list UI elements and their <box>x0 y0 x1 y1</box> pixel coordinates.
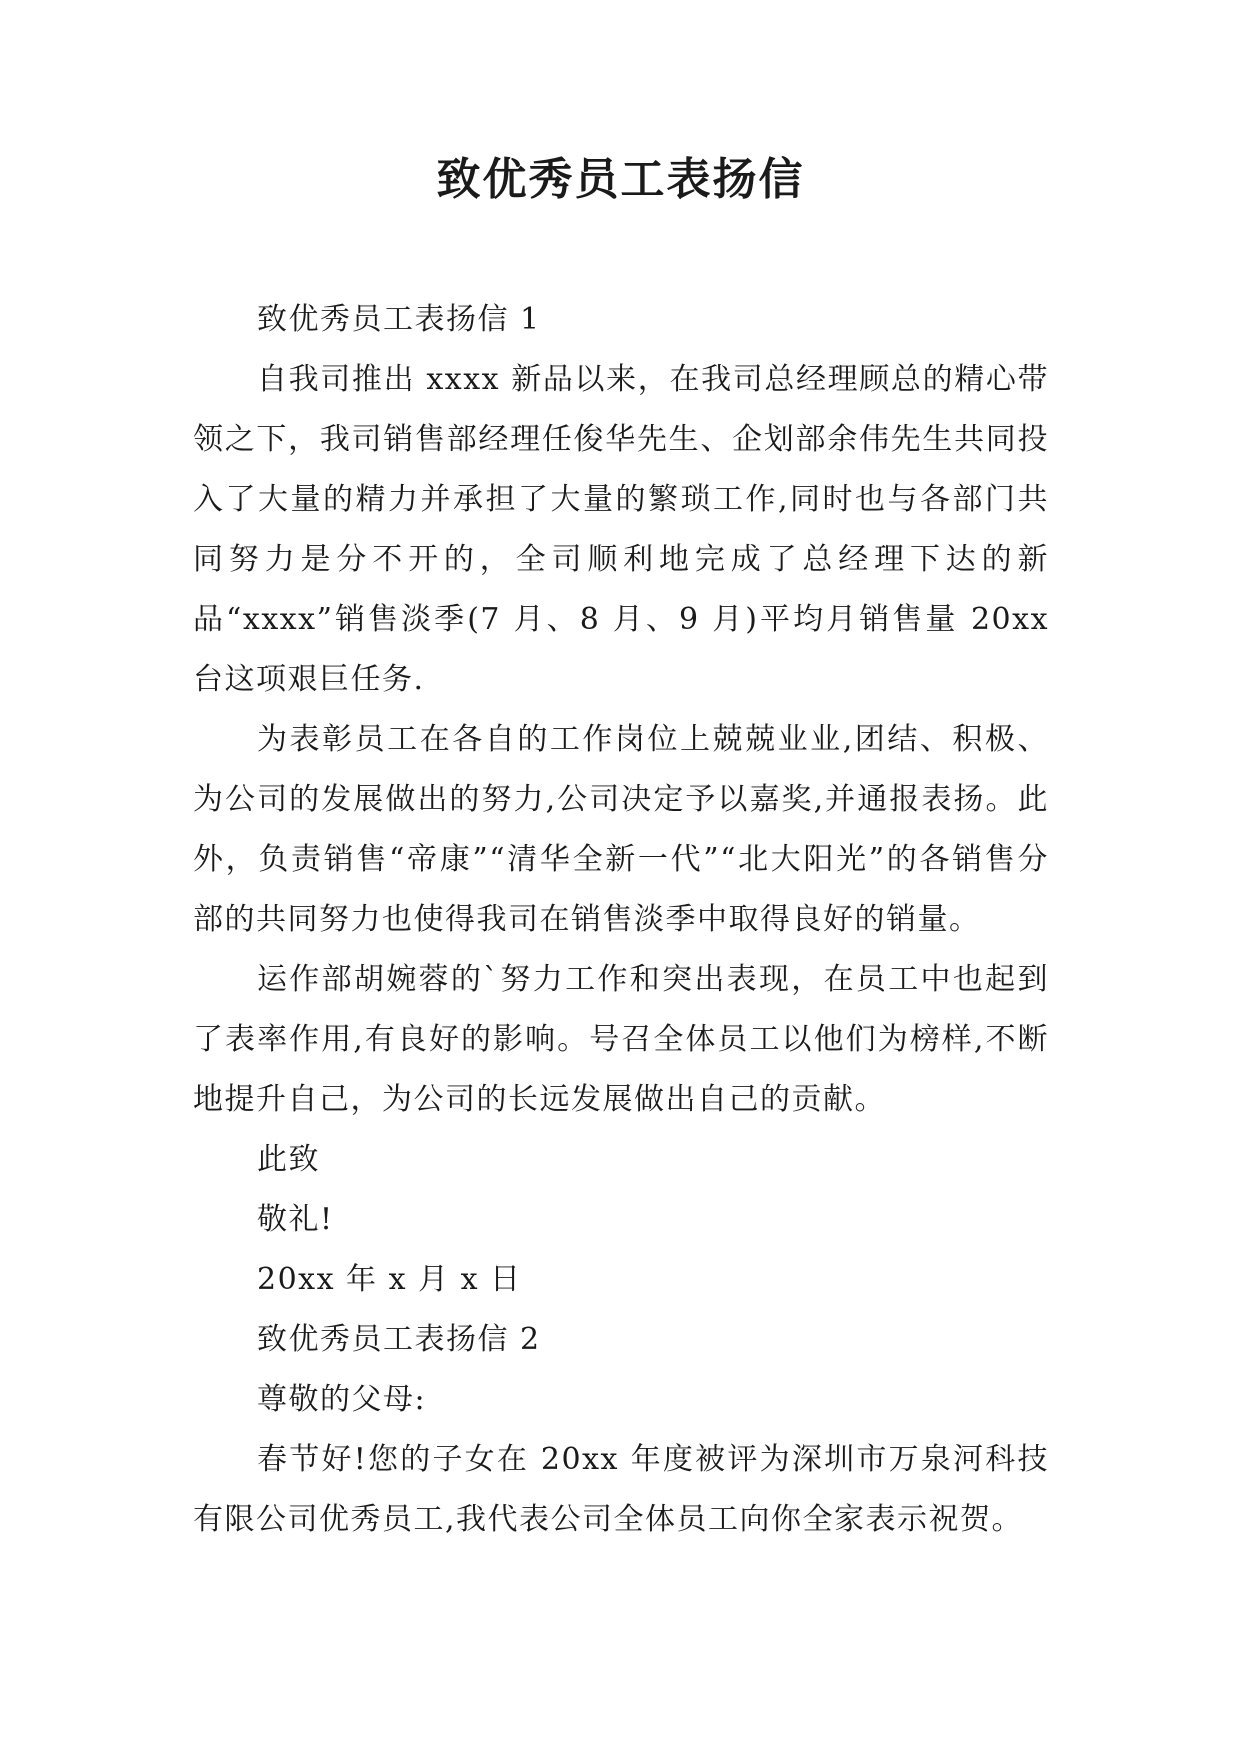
document-body <box>193 290 1049 1550</box>
greeting-line: 尊敬的父母: <box>257 1382 427 1417</box>
date-line: 20xx 年 x 月 x 日 <box>257 1262 522 1297</box>
body-paragraph: 自我司推出 xxxx 新品以来，在我司总经理顾总的精心带领之下，我司销售部经理任俊华先生、企划部余伟先生共同投入了大量的精力并承担了大量的繁琐工作,同时也与各部门共同努力是分不开的，全司顺利地完成了总经理下达的新品“xxxx”销售淡季(7 月、8 月、9 月)平均月销售量 20xx 台这项艰巨任务. <box>193 362 1049 697</box>
body-paragraph: 运作部胡婉蓉的`努力工作和突出表现，在员工中也起到了表率作用,有良好的影响。号召全体员工以他们为榜样,不断地提升自己，为公司的长远发展做出自己的贡献。 <box>193 962 1049 1117</box>
document-title: 致优秀员工表扬信 <box>436 154 805 205</box>
letter-heading: 致优秀员工表扬信 1 <box>257 302 541 337</box>
closing-line: 此致 <box>257 1142 320 1177</box>
letter-heading: 致优秀员工表扬信 2 <box>257 1322 541 1357</box>
body-paragraph: 为表彰员工在各自的工作岗位上兢兢业业,团结、积极、为公司的发展做出的努力,公司决定予以嘉奖,并通报表扬。此外，负责销售“帝康”“清华全新一代”“北大阳光”的各销售分部的共同努力也使得我司在销售淡季中取得良好的销量。 <box>193 722 1049 937</box>
salutation-line: 敬礼! <box>257 1202 334 1237</box>
body-paragraph: 春节好!您的子女在 20xx 年度被评为深圳市万泉河科技有限公司优秀员工,我代表公司全体员工向你全家表示祝贺。 <box>193 1442 1049 1537</box>
